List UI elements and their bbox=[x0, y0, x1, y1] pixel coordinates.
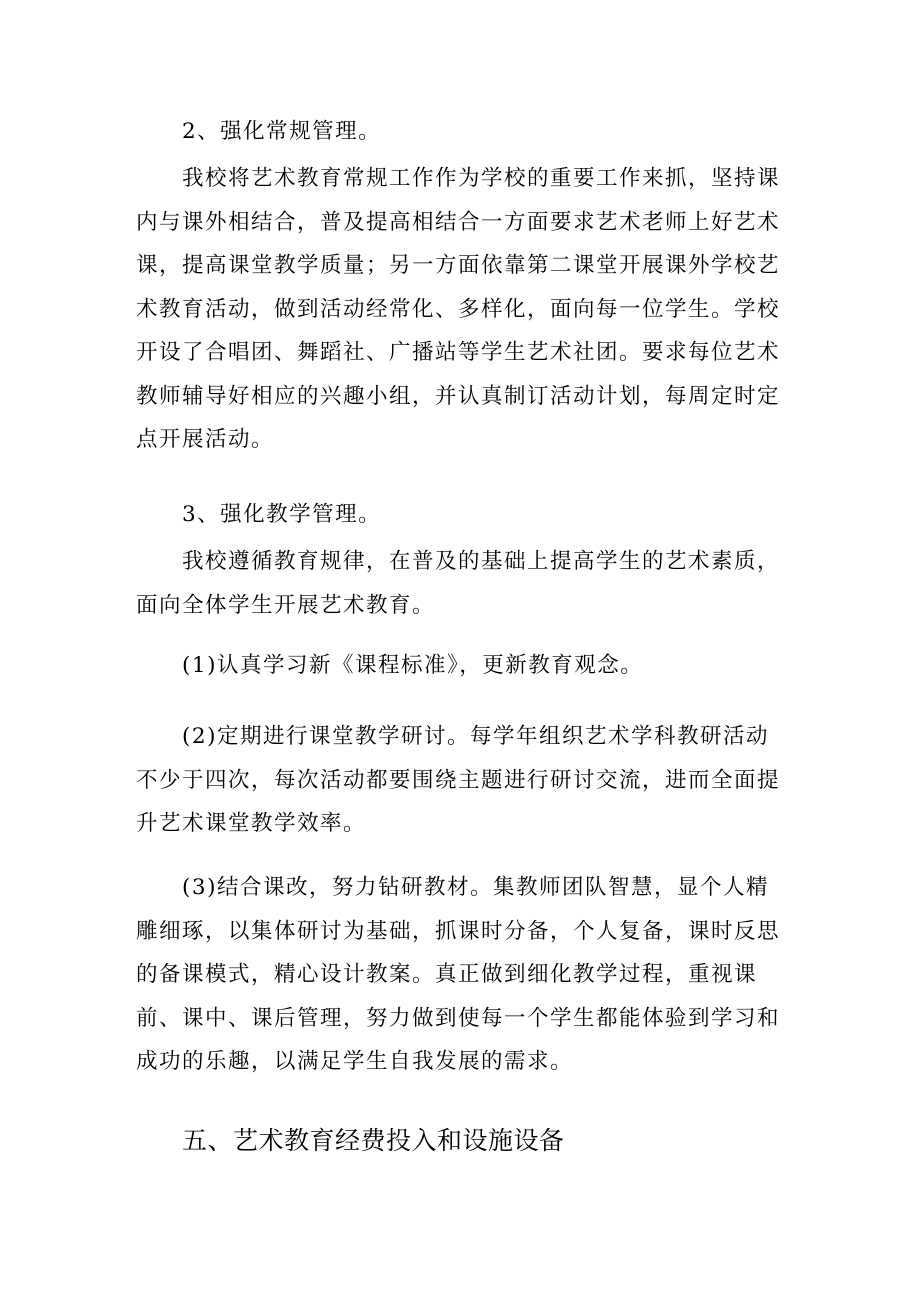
subitem-2-paragraph: (2)定期进行课堂教学研讨。每学年组织艺术学科教研活动不少于四次，每次活动都要围绕主题进行研讨交流，进而全面提升艺术课堂教学效率。 bbox=[136, 724, 781, 836]
item3-heading: 3、强化教学管理。 bbox=[182, 502, 382, 527]
item2-heading: 2、强化常规管理。 bbox=[182, 119, 382, 144]
subitem-1-paragraph: (1)认真学习新《课程标准》，更新教育观念。 bbox=[182, 653, 644, 678]
item2-body-paragraph: 我校将艺术教育常规工作作为学校的重要工作来抓，坚持课内与课外相结合，普及提高相结合一方面要求艺术老师上好艺术课，提高课堂教学质量；另一方面依靠第二课堂开展课外学校艺术教育活动，做到活动经常化、多样化，面向每一位学生。学校开设了合唱团、舞蹈社、广播站等学生艺术社团。要求每位艺术教师辅导好相应的兴趣小组，并认真制订活动计划，每周定时定点开展活动。 bbox=[136, 166, 781, 452]
item3-body-paragraph: 我校遵循教育规律，在普及的基础上提高学生的艺术素质，面向全体学生开展艺术教育。 bbox=[136, 549, 781, 618]
section-5-heading: 五、艺术教育经费投入和设施设备 bbox=[182, 1126, 565, 1155]
subitem-3-paragraph: (3)结合课改，努力钻研教材。集教师团队智慧，显个人精雕细琢，以集体研讨为基础，抓课时分备，个人复备，课时反思的备课模式，精心设计教案。真正做到细化教学过程，重视课前、课中、课后管理，努力做到使每一个学生都能体验到学习和成功的乐趣，以满足学生自我发展的需求。 bbox=[136, 875, 781, 1074]
